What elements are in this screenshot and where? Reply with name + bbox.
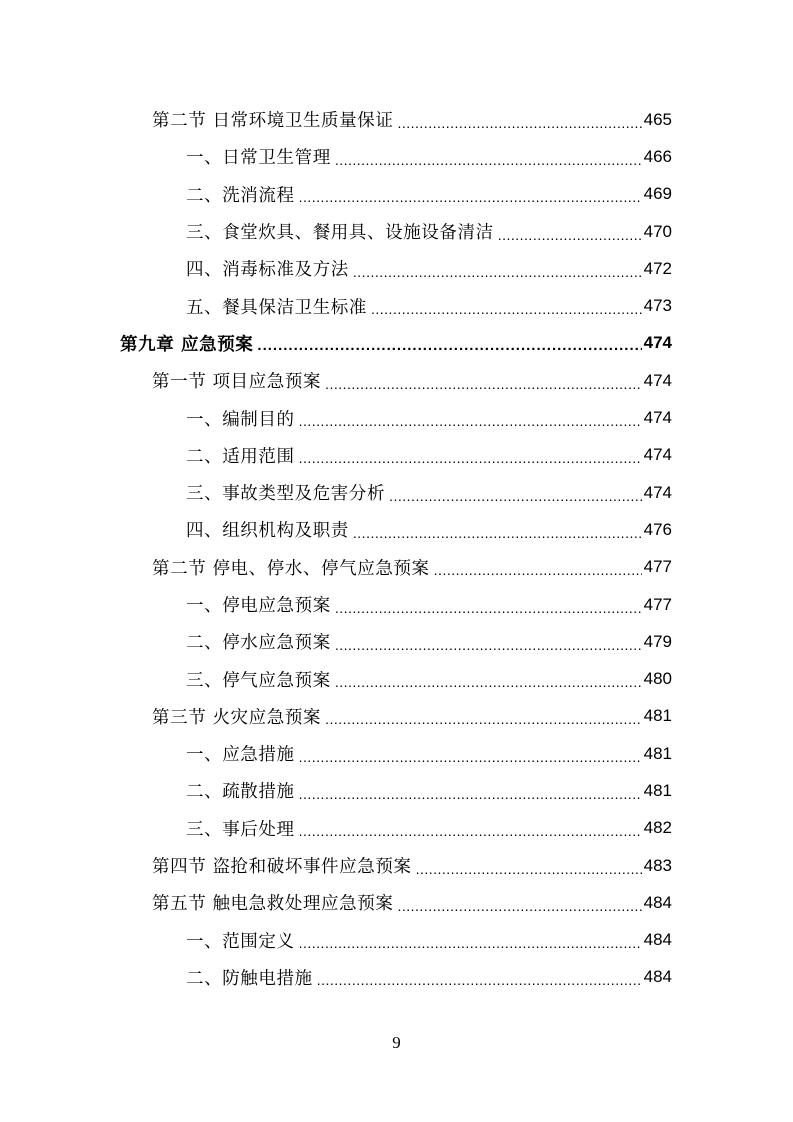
dot-leader	[299, 188, 642, 208]
dot-leader	[335, 673, 642, 693]
toc-entry[interactable]	[0, 549, 793, 586]
dot-leader	[257, 337, 641, 357]
toc-entry-page: 484	[643, 892, 672, 912]
toc-entry[interactable]	[0, 922, 793, 959]
dot-leader	[389, 487, 642, 507]
toc-entry-page: 479	[643, 631, 672, 651]
toc-entry-title: 二、洗消流程	[186, 185, 295, 206]
toc-entry[interactable]	[0, 176, 793, 213]
toc-entry-title: 四、组织机构及职责	[186, 521, 349, 542]
toc-entry[interactable]	[0, 660, 793, 697]
toc-entry[interactable]	[0, 586, 793, 623]
toc-entry-page: 466	[643, 146, 672, 166]
toc-entry[interactable]	[0, 101, 793, 138]
toc-entry[interactable]	[0, 399, 793, 436]
toc-entry-title: 一、日常卫生管理	[186, 148, 331, 169]
toc-entry-page: 469	[643, 184, 672, 204]
toc-entry[interactable]	[0, 287, 793, 324]
toc-entry-title: 一、范围定义	[186, 931, 295, 952]
toc-entry-page: 480	[643, 669, 672, 689]
dot-leader	[397, 897, 641, 917]
toc-entry-page: 474	[643, 482, 672, 502]
toc-entry-page: 470	[643, 221, 672, 241]
toc-entry-title: 第五节 触电急救处理应急预案	[152, 894, 394, 915]
toc-entry[interactable]	[0, 511, 793, 548]
toc-entry-title: 三、停气应急预案	[186, 670, 331, 691]
dot-leader	[335, 151, 642, 171]
toc-entry-title: 二、疏散措施	[186, 782, 295, 803]
toc-entry-page: 474	[643, 333, 672, 353]
toc-entry-title: 四、消毒标准及方法	[186, 260, 349, 281]
dot-leader	[299, 449, 642, 469]
toc-entry[interactable]	[0, 138, 793, 175]
toc-entry[interactable]	[0, 772, 793, 809]
toc-entry-title: 五、餐具保洁卫生标准	[186, 297, 367, 318]
toc-entry[interactable]	[0, 213, 793, 250]
toc-entry-page: 472	[643, 258, 672, 278]
toc-entry[interactable]	[0, 959, 793, 996]
toc-entry-title: 一、编制目的	[186, 409, 295, 430]
toc-entry-title: 三、食堂炊具、餐用具、设施设备清洁	[186, 223, 494, 244]
toc-entry-page: 481	[643, 780, 672, 800]
dot-leader	[317, 971, 642, 991]
toc-entry-title: 一、停电应急预案	[186, 596, 331, 616]
toc-entry-page: 474	[643, 445, 672, 465]
dot-leader	[299, 412, 642, 432]
dot-leader	[397, 114, 641, 134]
toc-entry-title: 三、事后处理	[186, 819, 295, 840]
dot-leader	[299, 748, 642, 768]
toc-entry-page: 477	[643, 557, 672, 577]
toc-entry-title: 第九章 应急预案	[120, 334, 254, 355]
toc-entry-title: 三、事故类型及危害分析	[186, 484, 386, 505]
toc-entry-title: 第二节 停电、停水、停气应急预案	[152, 558, 430, 579]
toc-entry-title: 二、适用范围	[186, 446, 295, 467]
toc-entry-page: 484	[643, 930, 672, 950]
toc-entry[interactable]	[0, 698, 793, 735]
toc-entry[interactable]	[0, 623, 793, 660]
toc-entry-title: 一、应急措施	[186, 745, 295, 766]
toc-entry[interactable]	[0, 474, 793, 511]
toc-entry-page: 473	[643, 296, 672, 316]
toc-entry-page: 477	[643, 594, 672, 614]
toc-entry-page: 476	[643, 519, 672, 539]
dot-leader	[325, 710, 642, 730]
toc-entry-title: 第二节 日常环境卫生质量保证	[152, 111, 394, 132]
dot-leader	[416, 860, 642, 880]
toc-entry-title: 第一节 项目应急预案	[152, 372, 322, 393]
dot-leader	[498, 226, 642, 246]
toc-entry-page: 465	[643, 109, 672, 129]
toc-chapter-entry[interactable]	[0, 325, 793, 362]
toc-entry[interactable]	[0, 884, 793, 921]
toc-entry-page: 474	[643, 408, 672, 428]
toc-entry-page: 484	[643, 967, 672, 987]
toc-entry-title: 第三节 火灾应急预案	[152, 707, 322, 728]
toc-entry-page: 483	[643, 855, 672, 875]
dot-leader	[353, 524, 642, 544]
toc-entry[interactable]	[0, 847, 793, 884]
toc-entry-title: 二、防触电措施	[186, 968, 313, 989]
toc-entry-title: 二、停水应急预案	[186, 633, 331, 654]
dot-leader	[353, 263, 642, 283]
toc-entry-page: 474	[643, 370, 672, 390]
dot-leader	[335, 636, 642, 656]
table-of-contents	[0, 101, 793, 996]
dot-leader	[335, 599, 642, 619]
toc-entry[interactable]	[0, 250, 793, 287]
toc-entry-page: 482	[643, 818, 672, 838]
page-number: 9	[392, 1033, 401, 1052]
toc-entry-page: 481	[643, 706, 672, 726]
toc-entry[interactable]	[0, 735, 793, 772]
toc-entry-page: 481	[643, 743, 672, 763]
dot-leader	[325, 375, 642, 395]
dot-leader	[299, 934, 642, 954]
toc-entry[interactable]	[0, 810, 793, 847]
toc-entry-title: 第四节 盗抢和破坏事件应急预案	[152, 857, 412, 878]
dot-leader	[434, 561, 642, 581]
dot-leader	[299, 785, 642, 805]
toc-entry[interactable]	[0, 362, 793, 399]
dot-leader	[371, 300, 642, 320]
toc-entry[interactable]	[0, 437, 793, 474]
dot-leader	[299, 822, 642, 842]
